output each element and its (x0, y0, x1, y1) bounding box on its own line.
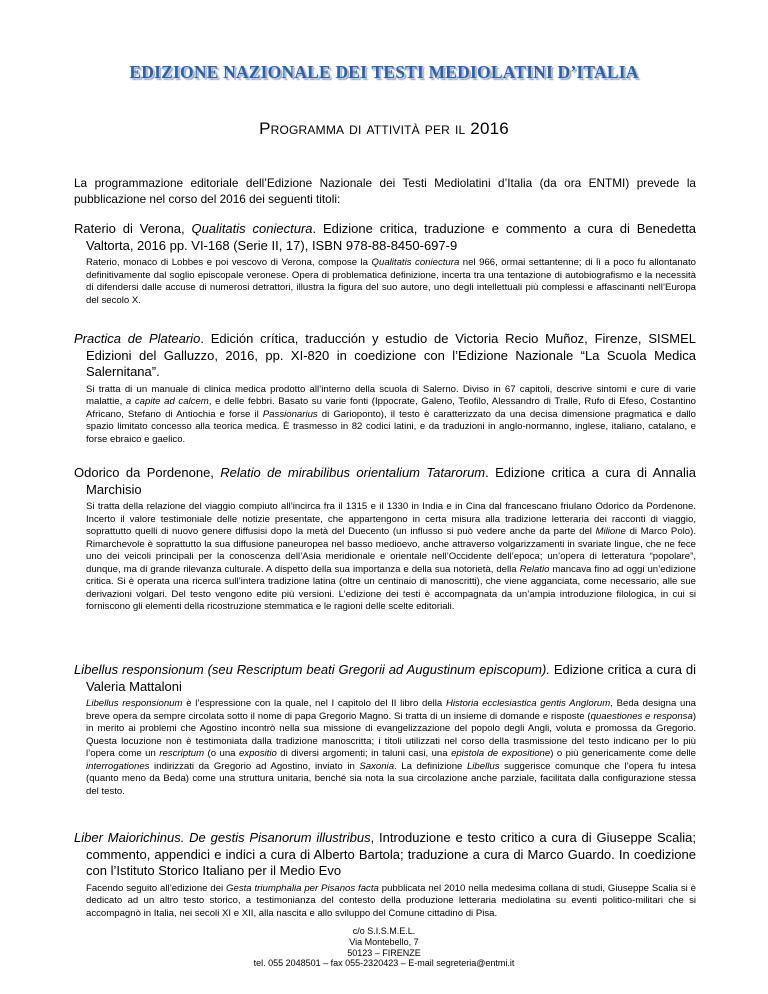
footer-institution: c/o S.I.S.M.E.L. (352, 926, 416, 936)
entry-edition-info: . Edizione critica a cura di Annalia Marchisio (86, 465, 696, 497)
footer-contacts: tel. 055 2048501 – fax 055-2320423 – E-mail segreteria@entmi.it (253, 958, 515, 969)
entry-edition-info: . Edición crítica, traducción y estudio de Victoria Recio Muñoz, Firenze, SISMEL Edizioni del Galluzzo, 2016, pp. XI-820 in coedizione con l’Edizione Nazionale “La Scuola Medica Salernitana”. (86, 331, 697, 379)
entry-edition-info: . Edizione critica, traduzione e commento a cura di Benedetta Valtorta, 2016 pp. VI-168 (Serie II, 17), ISBN 978-88-8450-697-9 (86, 221, 696, 253)
entry-title (74, 830, 696, 880)
entry-edition-info: , Introduzione e testo critico a cura di Giuseppe Scalia; commento, appendici e indici a cura di Alberto Bartola; traduzione a cura di Marco Guardo. In coedizione con l’Istituto Storico Italiano per il Medio Evo (86, 830, 696, 878)
program-title: Programma di attività per il 2016 (259, 119, 509, 138)
entry-description: Si tratta della relazione del viaggio compiuto all’incirca fra il 1315 e il 1330 in India e in Cina dal francescano friulano Odorico da Pordenone. Incerto il valore testimoniale delle notizie presentate, che appartengono in certa misura alla tradizione letteraria dei racconti di viaggio, soprattutto quelli di nuovo genere diffusisi dopo la metà del Duecento (un influsso si può vedere anche da parte del Milione di Marco Polo). Rimarchevole è soprattutto la sua diffusione paneuropea nel basso medioevo, anche attraverso volgarizzamenti in svariate lingue, che ne fece uno dei veicoli principali per la conoscenza dell’Asia meridionale e orientale nell’Occidente dell’epoca; un’opera di letteratura “popolare”, dunque, ma di grande rilevanza culturale. A dispetto della sua importanza e della sua notorietà, della Relatio mancava fino ad oggi un’edizione critica. Si è operata una ricerca sull’intera tradizione latina (oltre un centinaio di manoscritti), che viene agganciata, come necessario, alle sue derivazioni volgari. Del testo vengono edite più versioni. L’edizione dei testi è accompagnata da un’ampia introduzione filologica, in cui si forniscono gli elementi della ricostruzione stemmatica e le ragioni delle scelte editoriali. (86, 501, 696, 613)
entry-author: Odorico da Pordenone, (74, 465, 221, 480)
entry-work-title: Libellus responsionum (seu Rescriptum beati Gregorii ad Augustinum episcopum). (74, 662, 550, 677)
edition-header-title: EDIZIONE NAZIONALE DEI TESTI MEDIOLATINI D’ITALIA (129, 62, 639, 82)
entry-description: Raterio, monaco di Lobbes e poi vescovo di Verona, compose la Qualitatis coniectura nel 966, ormai settantenne; di lì a poco fu allontanato definitivamente dal soglio episcopale veronese. Opera di problematica definizione, incerta tra una tentazione di autobiografismo e la necessità di difendersi dalle accuse di numerosi detrattori, illustra la figura del suo autore, uno degli intellettuali più complessi e affascinanti nell’Europa del secolo X. (86, 257, 696, 306)
entry-practica-plateario (74, 331, 696, 446)
entry-edition-info: Edizione critica a cura di Valeria Mattaloni (86, 662, 696, 694)
entry-work-title: Practica de Plateario (74, 331, 201, 346)
entry-description: Facendo seguito all’edizione dei Gesta triumphalia per Pisanos facta pubblicata nel 2010 nella medesima collana di studi, Giuseppe Scalia si è dedicato ad un altro testo storico, a testimonianza del contesto della produzione letteraria mediolatina su eventi politico-militari che si accompagnò in Italia, nei secoli XI e XII, alla nascita e allo sviluppo del Comune cittadino di Pisa. (86, 882, 697, 919)
entry-liber-maiorichinus (74, 830, 696, 920)
entry-author: Raterio di Verona, (74, 221, 192, 236)
entry-work-title: Qualitatis coniectura (191, 221, 313, 236)
intro-paragraph: La programmazione editoriale dell’Edizione Nazionale dei Testi Mediolatini d’Italia (da ora ENTMI) prevede la pubblicazione nel corso del 2016 dei seguenti titoli: (74, 176, 696, 206)
entry-work-title: Liber Maiorichinus. De gestis Pisanorum illustribus (74, 830, 371, 845)
footer-city: 50123 – FIRENZE (347, 947, 421, 958)
footer-street: Via Montebello, 7 (349, 936, 419, 947)
entry-title (74, 662, 696, 695)
entry-description: Libellus responsionum è l’espressione con la quale, nel I capitolo del II libro della Historia ecclesiastica gentis Anglorum, Beda designa una breve opera da sempre circolata sotto il nome di papa Gregorio Magno. Si tratta di un insieme di domande e risposte (quaestiones e responsa) in merito ai problemi che Agostino incontrò nella sua missione di evangelizzazione del popolo degli Angli, voluta e promossa da Gregorio. Questa locuzione non è testimoniata dalla tradizione manoscritta; i titoli utilizzati nel corso della trasmissione del testo indicano per lo più l’opera come un rescriptum (o una expositio di diversi argomenti; in taluni casi, una epistola de expositione) o più genericamente come delle interrogationes indirizzati da Gregorio ad Agostino, inviato in Saxonia. La definizione Libellus suggerisce comunque che l’opera fu intesa (quanto meno da Beda) come una struttura unitaria, benché sia nota la sua circolazione anche parziale, facilitata dalla configurazione stessa del testo. (86, 698, 697, 797)
entry-title (74, 465, 696, 498)
entry-title (74, 221, 696, 254)
entry-libellus-responsionum (74, 662, 696, 798)
entry-description: Si tratta di un manuale di clinica medica prodotto all’interno della scuola di Salerno. Diviso in 67 capitoli, descrive sintomi e cure di varie malattie, a capite ad calcem, e delle febbri. Basato su varie fonti (Ippocrate, Galeno, Teofilo, Alessandro di Tralle, Rufo di Efeso, Costantino Africano, Stefano di Antiochia e forse il Passionarius di Garioponto), il testo è caratterizzato da una decisa dimensione pragmatica e dallo spazio limitato concesso alla teorica medica. È trasmesso in 82 codici latini, e da traduzioni in anglo-normanno, inglese, italiano, catalano, e forse ebraico e gaelico. (86, 383, 696, 445)
entry-odorico (74, 465, 696, 614)
footer-address (0, 926, 768, 969)
entry-title (74, 331, 696, 381)
entry-work-title: Relatio de mirabilibus orientalium Tatarorum (220, 465, 486, 480)
entry-raterio (74, 221, 696, 307)
